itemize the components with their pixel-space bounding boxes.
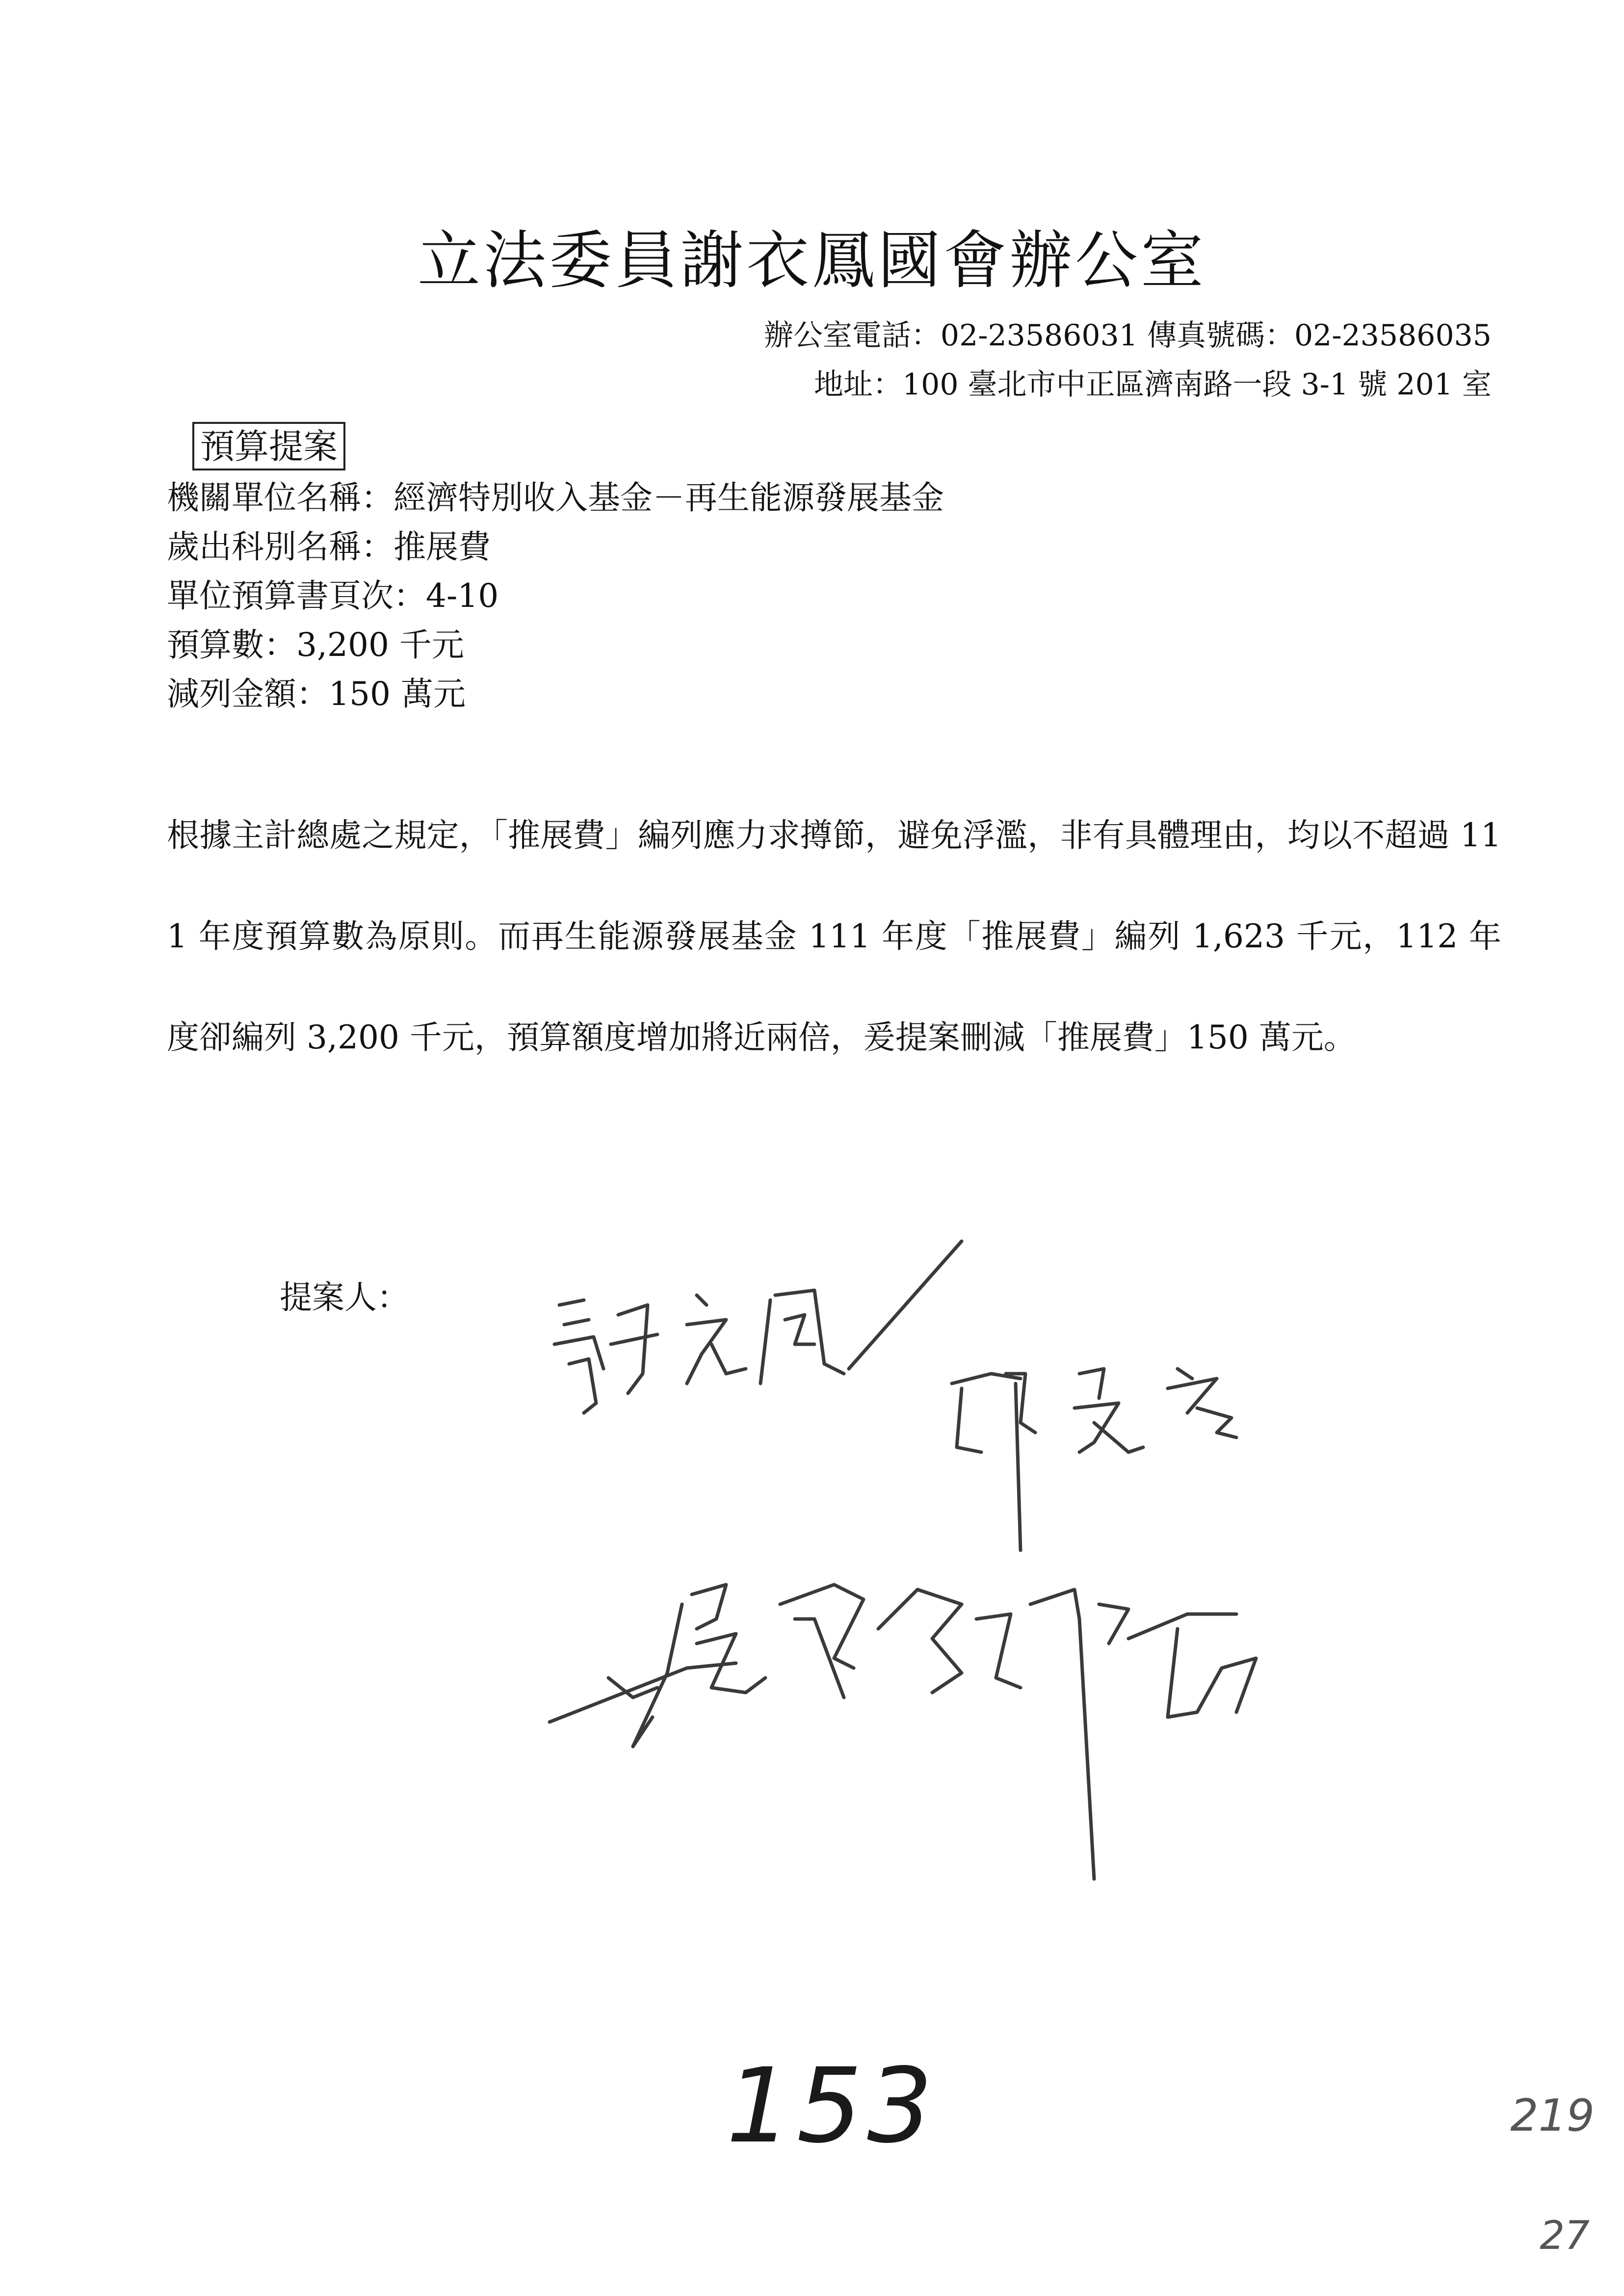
corner-note-bottom: 27: [1540, 2213, 1590, 2258]
budget-book-page: 單位預算書頁次：4-10: [167, 577, 499, 615]
office-address: 地址：100 臺北市中正區濟南路一段 3-1 號 201 室: [813, 367, 1492, 402]
budget-amount: 預算數：3,200 千元: [167, 626, 464, 664]
corner-note-top: 219: [1510, 2090, 1595, 2141]
proposer-label: 提案人：: [280, 1278, 409, 1316]
agency-name: 機關單位名稱：經濟特別收入基金－再生能源發展基金: [167, 479, 944, 517]
expense-item-name: 歲出科別名稱：推展費: [167, 528, 491, 566]
proposal-details: [167, 473, 944, 719]
signature-1: [554, 1241, 962, 1413]
proposal-type-box: 預算提案: [192, 422, 345, 470]
reduction-amount: 減列金額：150 萬元: [167, 675, 466, 713]
signature-2: [952, 1369, 1236, 1550]
page-number: 153: [726, 2046, 938, 2166]
signature-3: [550, 1585, 1256, 1879]
office-title: 立法委員謝衣鳳國會辦公室: [417, 224, 1206, 297]
office-phone-fax: 辦公室電話：02-23586031 傳真號碼：02-23586035: [763, 318, 1492, 353]
proposal-body-paragraph: 根據主計總處之規定，「推展費」編列應力求撙節，避免浮濫，非有具體理由，均以不超過 111 年度預算數為原則。而再生能源發展基金 111 年度「推展費」編列 1,623 千元，112 年度卻編列 3,200 千元，預算額度增加將近兩倍，爰提案刪減「推展費」150 萬元。: [167, 816, 1501, 1056]
